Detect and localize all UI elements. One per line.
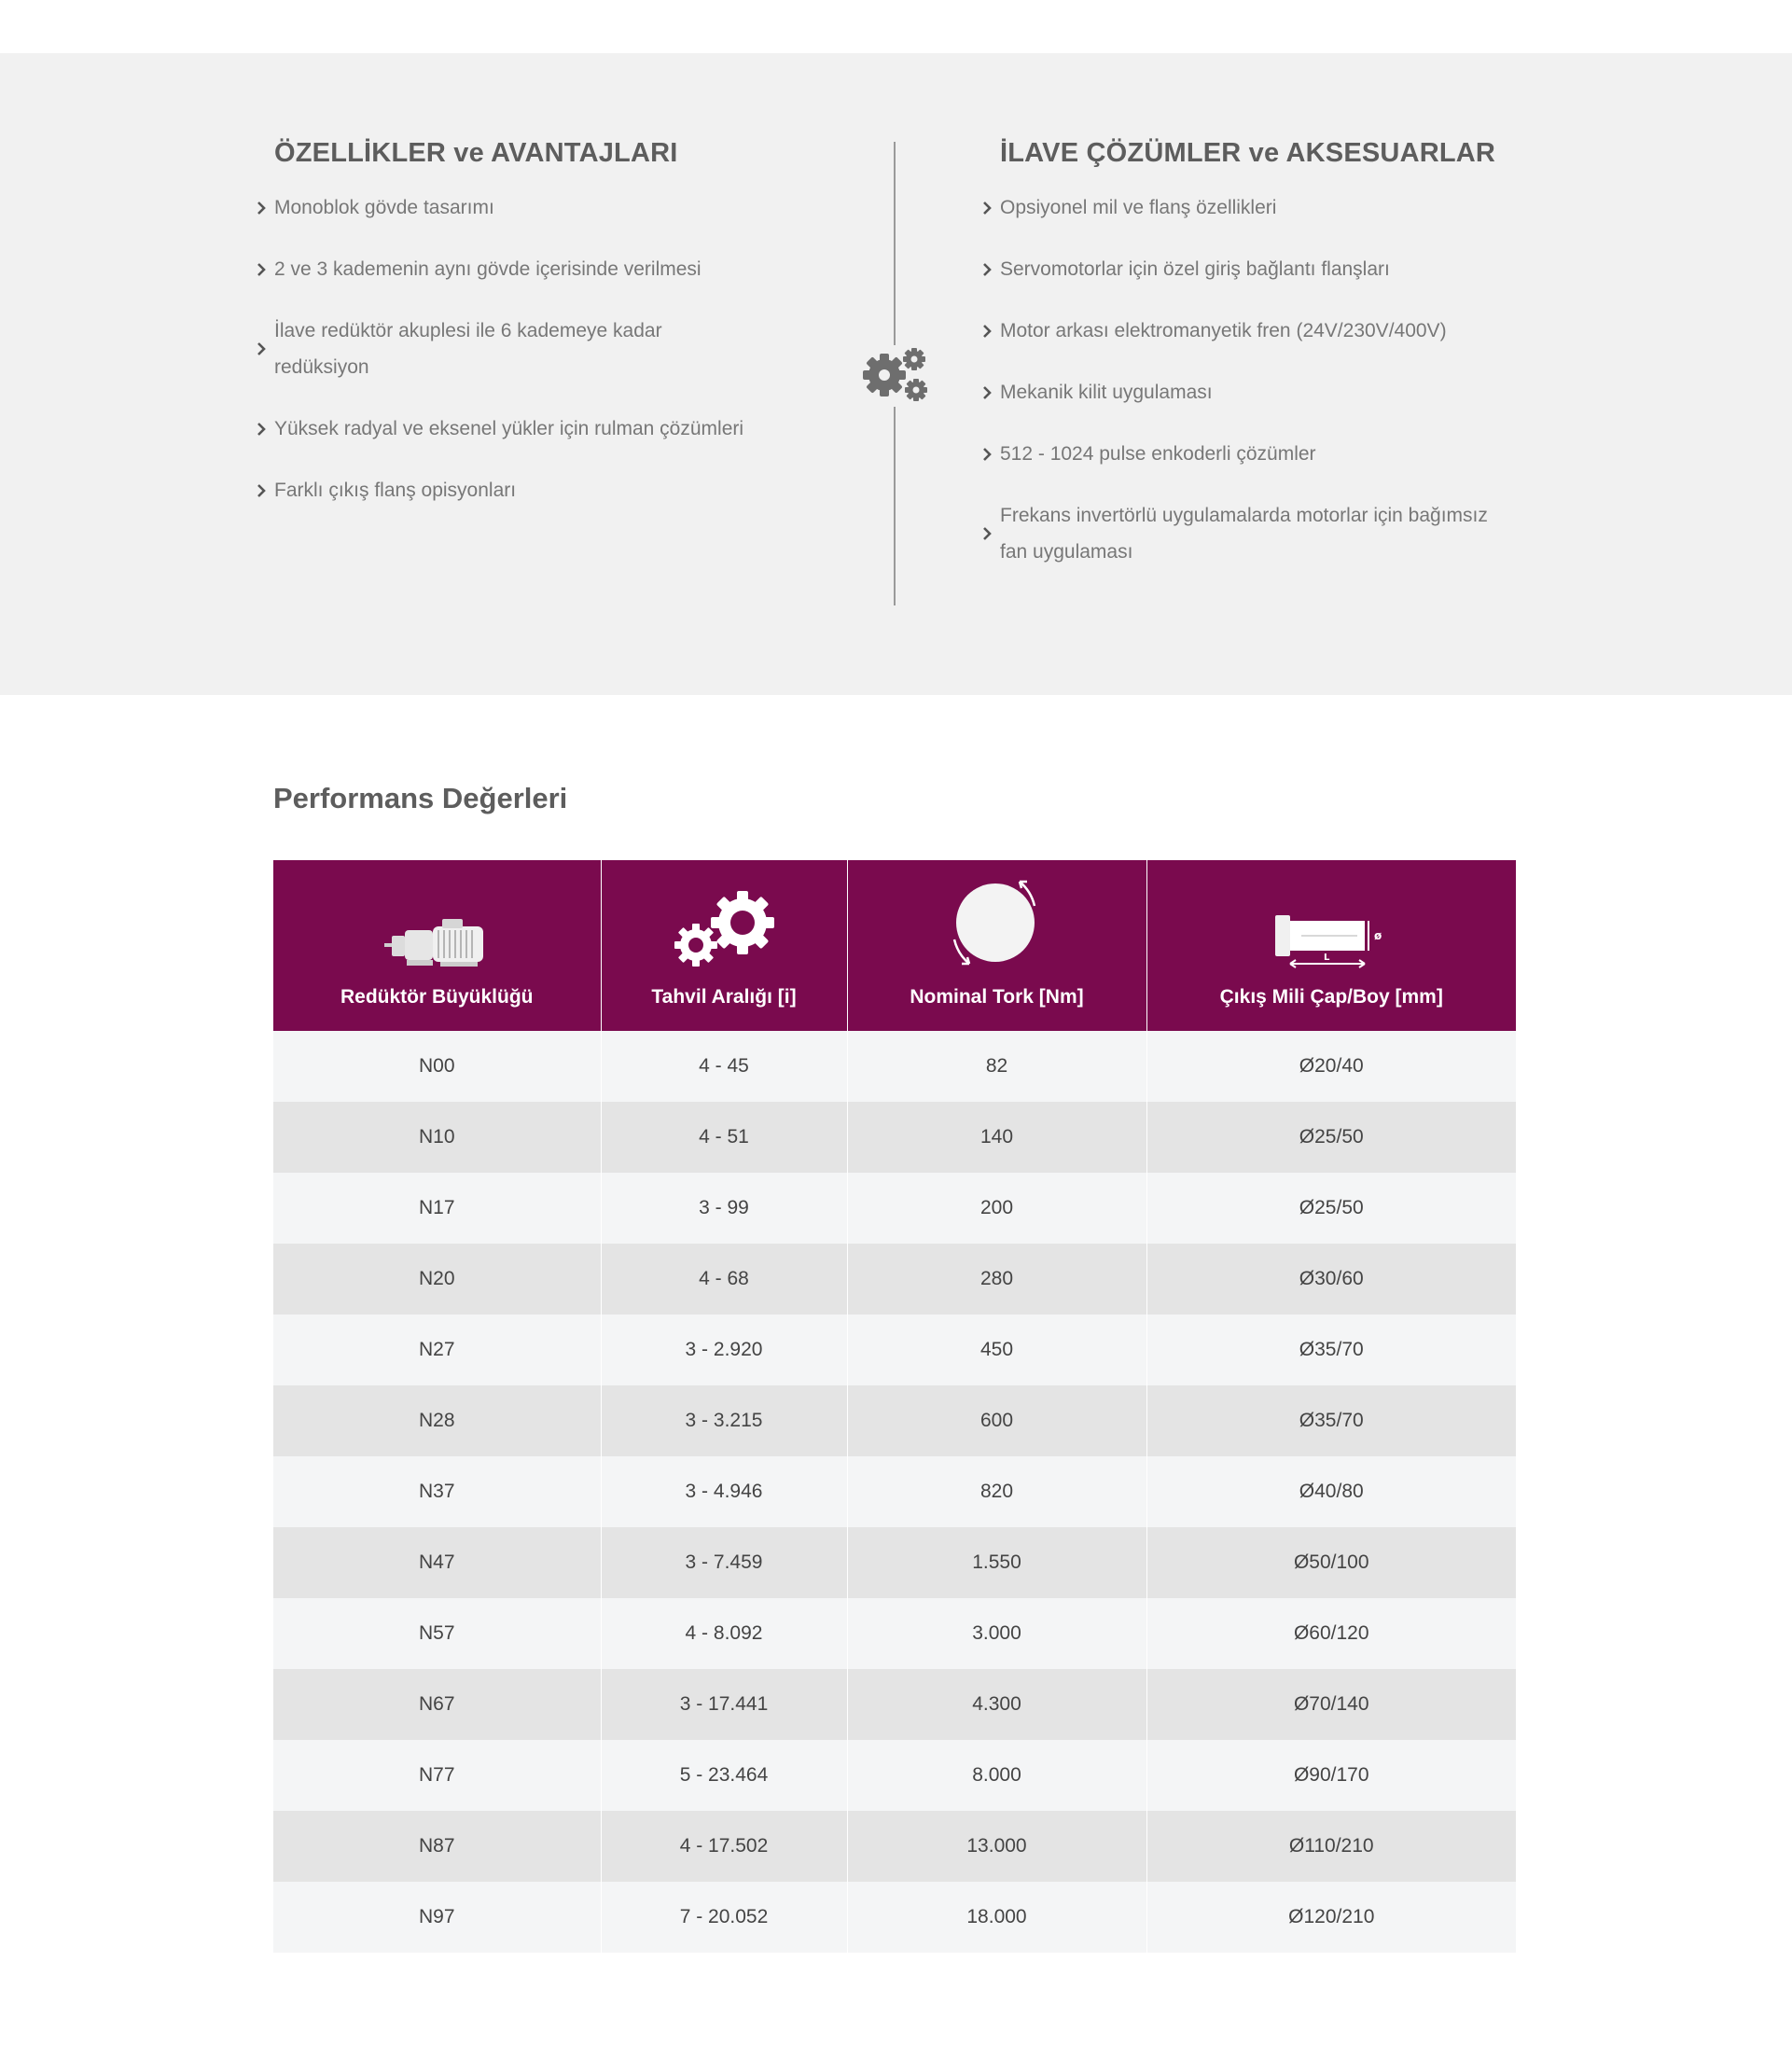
- list-item: [254, 410, 804, 447]
- table-row: [273, 1527, 1516, 1598]
- list-item-text: İlave redüktör akuplesi ile 6 kademeye kadar redüksiyon: [274, 320, 662, 378]
- cell-torque: 4.300: [847, 1669, 1146, 1740]
- list-item-text: Servomotorlar için özel giriş bağlantı flanşları: [1000, 258, 1390, 280]
- list-item: [254, 313, 720, 385]
- chevron-right-icon: [254, 201, 269, 216]
- cell-torque: 8.000: [847, 1740, 1146, 1811]
- cell-torque: 82: [847, 1031, 1146, 1102]
- cell-ratio: 4 - 51: [601, 1102, 847, 1173]
- cell-torque: 13.000: [847, 1811, 1146, 1882]
- cell-torque: 200: [847, 1173, 1146, 1244]
- header-torque: [847, 860, 1146, 1031]
- cell-ratio: 3 - 99: [601, 1173, 847, 1244]
- list-item-text: 512 - 1024 pulse enkoderli çözümler: [1000, 443, 1316, 465]
- cell-torque: 280: [847, 1244, 1146, 1315]
- cell-torque: 450: [847, 1315, 1146, 1385]
- chevron-right-icon: [254, 341, 269, 356]
- header-size-label: Redüktör Büyüklüğü: [340, 986, 534, 1008]
- list-item: [979, 374, 1558, 410]
- table-row: [273, 1740, 1516, 1811]
- cell-size: N17: [273, 1173, 601, 1244]
- cell-size: N77: [273, 1740, 601, 1811]
- cell-ratio: 5 - 23.464: [601, 1740, 847, 1811]
- list-item: [979, 497, 1502, 570]
- svg-text:ø: ø: [1374, 929, 1382, 942]
- chevron-right-icon: [254, 483, 269, 498]
- list-item: [254, 472, 804, 508]
- list-item: [254, 251, 804, 287]
- header-size: [273, 860, 601, 1031]
- list-item-text: Farklı çıkış flanş opisyonları: [274, 480, 517, 501]
- cell-size: N97: [273, 1882, 601, 1953]
- cell-ratio: 3 - 17.441: [601, 1669, 847, 1740]
- features-title: ÖZELLİKLER ve AVANTAJLARI: [274, 138, 678, 168]
- cell-ratio: 3 - 4.946: [601, 1456, 847, 1527]
- cell-shaft: Ø25/50: [1146, 1102, 1516, 1173]
- features-advantages: [254, 138, 804, 534]
- table-row: [273, 1669, 1516, 1740]
- cell-torque: 600: [847, 1385, 1146, 1456]
- chevron-right-icon: [979, 526, 994, 541]
- cell-shaft: Ø25/50: [1146, 1173, 1516, 1244]
- performance-table: [273, 860, 1516, 1953]
- list-item: [979, 251, 1558, 287]
- header-ratio: [601, 860, 847, 1031]
- list-item: [254, 189, 804, 226]
- chevron-right-icon: [979, 324, 994, 339]
- list-item: [979, 313, 1558, 349]
- cell-ratio: 4 - 68: [601, 1244, 847, 1315]
- list-item-text: Opsiyonel mil ve flanş özellikleri: [1000, 197, 1277, 218]
- list-item: [979, 189, 1558, 226]
- cell-shaft: Ø50/100: [1146, 1527, 1516, 1598]
- cell-torque: 3.000: [847, 1598, 1146, 1669]
- list-item-text: 2 ve 3 kademenin aynı gövde içerisinde verilmesi: [274, 258, 702, 280]
- cell-ratio: 3 - 7.459: [601, 1527, 847, 1598]
- extra-solutions-title: İLAVE ÇÖZÜMLER ve AKSESUARLAR: [1000, 138, 1496, 168]
- list-item-text: Mekanik kilit uygulaması: [1000, 382, 1213, 403]
- table-header-row: [273, 860, 1516, 1031]
- cell-size: N67: [273, 1669, 601, 1740]
- table-row: [273, 1456, 1516, 1527]
- table-row: [273, 1102, 1516, 1173]
- list-item-text: Monoblok gövde tasarımı: [274, 197, 494, 218]
- cell-size: N00: [273, 1031, 601, 1102]
- cell-shaft: Ø35/70: [1146, 1315, 1516, 1385]
- performance-title: Performans Değerleri: [273, 782, 568, 814]
- table-row: [273, 1031, 1516, 1102]
- list-item: [979, 436, 1558, 472]
- svg-text:L: L: [1324, 953, 1330, 963]
- table-row: [273, 1598, 1516, 1669]
- gears-icon: [672, 889, 776, 971]
- gearmotor-icon: [384, 917, 489, 971]
- extra-solutions-list: [979, 189, 1558, 570]
- chevron-right-icon: [254, 422, 269, 437]
- header-shaft: [1146, 860, 1516, 1031]
- cell-size: N27: [273, 1315, 601, 1385]
- cell-size: N20: [273, 1244, 601, 1315]
- cell-torque: 1.550: [847, 1527, 1146, 1598]
- shaft-icon: [1275, 911, 1387, 971]
- table-row: [273, 1244, 1516, 1315]
- header-torque-label: Nominal Tork [Nm]: [910, 986, 1084, 1008]
- cell-shaft: Ø40/80: [1146, 1456, 1516, 1527]
- chevron-right-icon: [979, 201, 994, 216]
- cell-shaft: Ø110/210: [1146, 1811, 1516, 1882]
- cell-shaft: Ø30/60: [1146, 1244, 1516, 1315]
- table-row: [273, 1173, 1516, 1244]
- cell-shaft: Ø120/210: [1146, 1882, 1516, 1953]
- performance-table-body: [273, 1031, 1516, 1953]
- features-list: [254, 189, 804, 508]
- cell-ratio: 3 - 3.215: [601, 1385, 847, 1456]
- chevron-right-icon: [254, 262, 269, 277]
- table-row: [273, 1315, 1516, 1385]
- list-item-text: Motor arkası elektromanyetik fren (24V/230V/400V): [1000, 320, 1447, 341]
- table-row: [273, 1882, 1516, 1953]
- header-ratio-label: Tahvil Aralığı [i]: [651, 986, 797, 1008]
- cell-size: N10: [273, 1102, 601, 1173]
- cell-size: N57: [273, 1598, 601, 1669]
- chevron-right-icon: [979, 262, 994, 277]
- cell-ratio: 4 - 8.092: [601, 1598, 847, 1669]
- cell-ratio: 4 - 17.502: [601, 1811, 847, 1882]
- cell-ratio: 4 - 45: [601, 1031, 847, 1102]
- gears-icon: [860, 345, 931, 407]
- list-item-text: Yüksek radyal ve eksenel yükler için rulman çözümleri: [274, 418, 744, 439]
- table-row: [273, 1385, 1516, 1456]
- cell-ratio: 3 - 2.920: [601, 1315, 847, 1385]
- table-row: [273, 1811, 1516, 1882]
- cell-size: N28: [273, 1385, 601, 1456]
- cell-size: N47: [273, 1527, 601, 1598]
- cell-shaft: Ø20/40: [1146, 1031, 1516, 1102]
- cell-size: N87: [273, 1811, 601, 1882]
- cell-torque: 18.000: [847, 1882, 1146, 1953]
- chevron-right-icon: [979, 447, 994, 462]
- cell-shaft: Ø60/120: [1146, 1598, 1516, 1669]
- cell-ratio: 7 - 20.052: [601, 1882, 847, 1953]
- chevron-right-icon: [979, 385, 994, 400]
- cell-size: N37: [273, 1456, 601, 1527]
- cell-shaft: Ø70/140: [1146, 1669, 1516, 1740]
- cell-torque: 820: [847, 1456, 1146, 1527]
- torque-icon: [941, 874, 1053, 971]
- extra-solutions: [979, 138, 1558, 595]
- header-shaft-label: Çıkış Mili Çap/Boy [mm]: [1219, 986, 1443, 1008]
- features-section: [0, 53, 1792, 695]
- cell-shaft: Ø35/70: [1146, 1385, 1516, 1456]
- list-item-text: Frekans invertörlü uygulamalarda motorlar için bağımsız fan uygulaması: [1000, 505, 1488, 563]
- cell-shaft: Ø90/170: [1146, 1740, 1516, 1811]
- cell-torque: 140: [847, 1102, 1146, 1173]
